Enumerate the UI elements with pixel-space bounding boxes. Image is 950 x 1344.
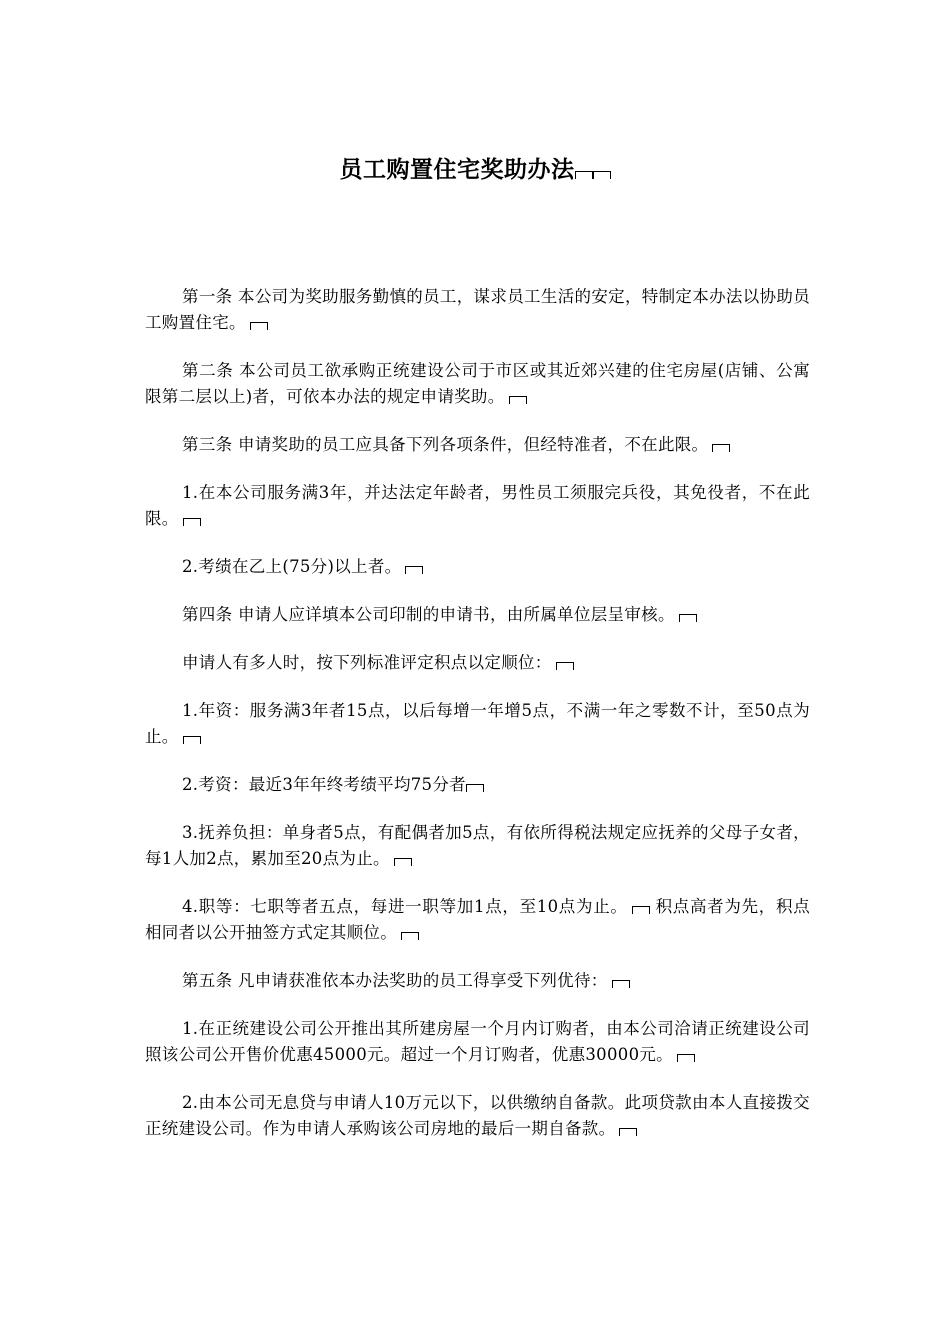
- paragraph-text: 第五条 凡申请获准依本办法奖助的员工得享受下列优待：: [182, 971, 608, 990]
- paragraph-mark-icon: [183, 736, 201, 744]
- document-title-text: 员工购置住宅奖助办法: [339, 157, 575, 183]
- article-1-paragraph: [145, 284, 810, 336]
- paragraph-text: 第三条 申请奖助的员工应具备下列各项条件，但经特准者，不在此限。: [182, 435, 709, 454]
- paragraph-mark-icon: [250, 322, 268, 330]
- paragraph-mark-icon: [612, 980, 630, 988]
- paragraph-mark-icon: [405, 566, 423, 574]
- paragraph-mark-icon: [575, 171, 593, 179]
- paragraph-text: 第四条 申请人应详填本公司印制的申请书，由所属单位层呈审核。: [182, 605, 675, 624]
- article-2-paragraph: [145, 358, 810, 410]
- article-5-paragraph: [145, 968, 810, 994]
- paragraph-text: 3.抚养负担：单身者5点，有配偶者加5点，有依所得税法规定应抚养的父母子女者，每1人加2点，累加至20点为止。: [145, 823, 810, 868]
- paragraph-text: 2.考资：最近3年年终考绩平均75分者: [182, 775, 466, 794]
- document-body: [145, 284, 810, 1164]
- paragraph-mark-icon: [394, 858, 412, 866]
- paragraph-mark-icon: [712, 444, 730, 452]
- paragraph-mark-icon: [677, 1054, 695, 1062]
- paragraph-text: 4.职等：七职等者五点，每进一职等加1点，至10点为止。: [182, 897, 628, 916]
- paragraph-mark-icon: [466, 784, 484, 792]
- ranking-item-4: [145, 894, 810, 946]
- article-3-paragraph: [145, 432, 810, 458]
- paragraph-mark-icon: [632, 906, 650, 914]
- paragraph-text: 积点高者为先，积点相同者以公开抽签方式定其顺位。: [145, 897, 810, 942]
- paragraph-mark-icon: [619, 1128, 637, 1136]
- paragraph-mark-icon: [183, 518, 201, 526]
- ranking-item-3: [145, 820, 810, 872]
- paragraph-text: 申请人有多人时，按下列标准评定积点以定顺位：: [182, 653, 552, 672]
- paragraph-text: 1.在本公司服务满3年，并达法定年龄者，男性员工须服完兵役，其免役者，不在此限。: [145, 483, 810, 528]
- paragraph-mark-icon: [556, 662, 574, 670]
- ranking-intro-paragraph: [145, 650, 810, 676]
- paragraph-text: 第二条 本公司员工欲承购正统建设公司于市区或其近郊兴建的住宅房屋(店铺、公寓限第二层以上)者，可依本办法的规定申请奖助。: [145, 361, 810, 406]
- paragraph-mark-icon: [401, 932, 419, 940]
- paragraph-text: 第一条 本公司为奖助服务勤慎的员工，谋求员工生活的安定，特制定本办法以协助员工购置住宅。: [145, 287, 810, 332]
- article-5-item-1: [145, 1016, 810, 1068]
- paragraph-mark-icon: [509, 396, 527, 404]
- ranking-item-1: [145, 698, 810, 750]
- article-3-item-2: [145, 554, 810, 580]
- article-4-paragraph: [145, 602, 810, 628]
- paragraph-mark-icon: [593, 171, 611, 179]
- paragraph-text: 1.在正统建设公司公开推出其所建房屋一个月内订购者，由本公司洽请正统建设公司照该公司公开售价优惠45000元。超过一个月订购者，优惠30000元。: [145, 1019, 810, 1064]
- paragraph-mark-icon: [679, 614, 697, 622]
- paragraph-text: 2.由本公司无息贷与申请人10万元以下，以供缴纳自备款。此项贷款由本人直接拨交正统建设公司。作为申请人承购该公司房地的最后一期自备款。: [145, 1093, 810, 1138]
- article-5-item-2: [145, 1090, 810, 1142]
- article-3-item-1: [145, 480, 810, 532]
- paragraph-text: 2.考绩在乙上(75分)以上者。: [182, 557, 402, 576]
- ranking-item-2: [145, 772, 810, 798]
- paragraph-text: 1.年资：服务满3年者15点，以后每增一年增5点，不满一年之零数不计，至50点为止。: [145, 701, 810, 746]
- document-title: [0, 154, 950, 186]
